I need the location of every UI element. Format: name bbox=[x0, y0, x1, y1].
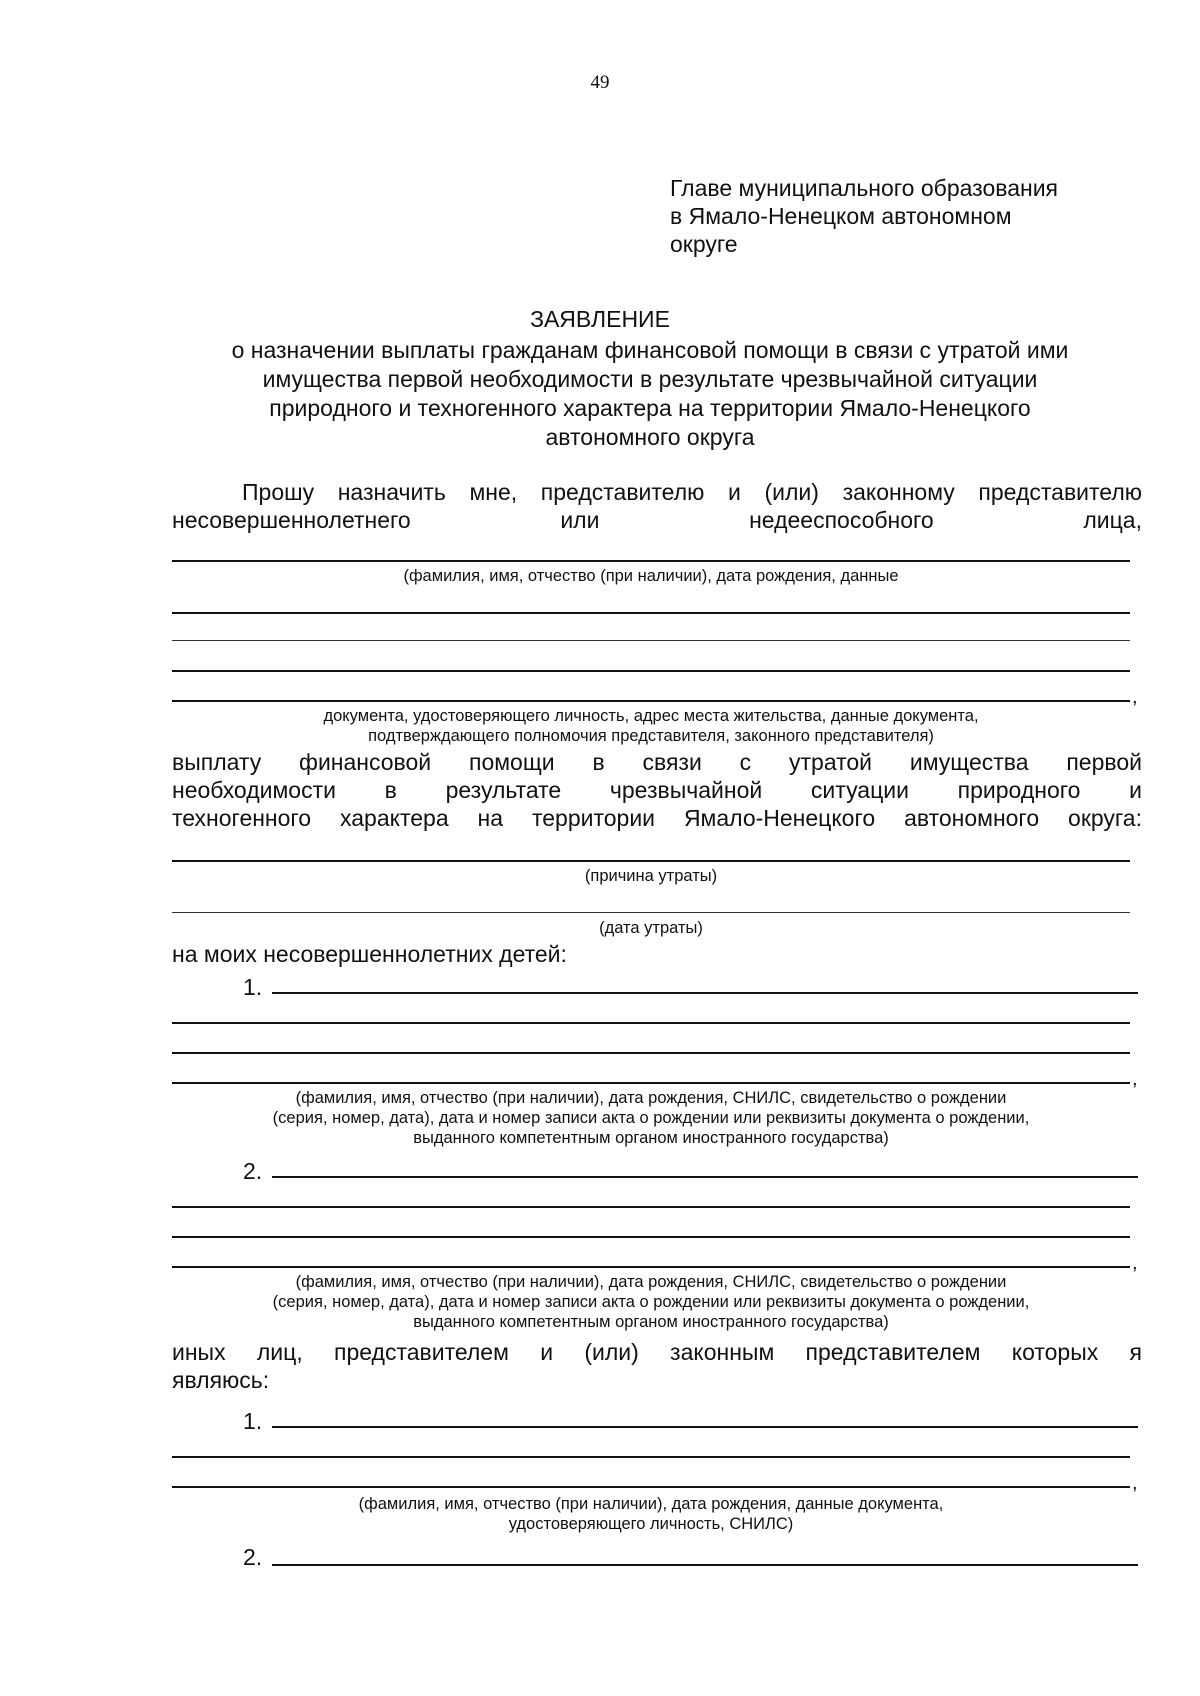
child-2-field[interactable] bbox=[272, 1176, 1138, 1178]
page-number: 49 bbox=[590, 72, 610, 93]
request-line: несовершеннолетнего или недееспособного лица, bbox=[172, 507, 1142, 533]
applicant-data-field[interactable] bbox=[172, 670, 1130, 672]
comma: , bbox=[1132, 1472, 1138, 1494]
payment-line: выплату финансовой помощи в связи с утратой имущества первой bbox=[172, 749, 1142, 775]
child-2-hint bbox=[172, 1272, 1130, 1332]
others-paragraph bbox=[172, 1338, 1142, 1394]
hint-line: удостоверяющего личность, СНИЛС) bbox=[508, 1515, 794, 1533]
children-heading: на моих несовершеннолетних детей: bbox=[172, 941, 567, 967]
subtitle-line: имущества первой необходимости в результате чрезвычайной ситуации bbox=[262, 366, 1038, 392]
other-1-hint bbox=[172, 1494, 1130, 1534]
hint-line: (фамилия, имя, отчество (при наличии), дата рождения, СНИЛС, свидетельство о рождении bbox=[295, 1273, 1007, 1291]
hint-line: (серия, номер, дата), дата и номер записи акта о рождении или реквизиты документа о рождении, bbox=[272, 1293, 1030, 1311]
loss-date-hint: (дата утраты) bbox=[599, 919, 703, 937]
child-1-number: 1. bbox=[243, 974, 263, 1000]
document-subtitle bbox=[170, 336, 1130, 452]
hint-line: выданного компетентным органом иностранного государства) bbox=[413, 1129, 889, 1147]
other-1-number: 1. bbox=[243, 1408, 263, 1434]
hint-line: выданного компетентным органом иностранного государства) bbox=[413, 1313, 889, 1331]
addressee-line: округе bbox=[670, 231, 738, 257]
hint-line: документа, удостоверяющего личность, адрес места жительства, данные документа, bbox=[323, 707, 979, 725]
request-line: Прошу назначить мне, представителю и (или) законному представителю bbox=[242, 479, 1142, 505]
applicant-data-field[interactable] bbox=[172, 700, 1130, 702]
subtitle-line: природного и техногенного характера на территории Ямало-Ненецкого bbox=[269, 395, 1031, 421]
child-2-number: 2. bbox=[243, 1158, 263, 1184]
subtitle-line: о назначении выплаты гражданам финансовой помощи в связи с утратой ими bbox=[231, 337, 1069, 363]
applicant-hint: (фамилия, имя, отчество (при наличии), дата рождения, данные bbox=[403, 567, 899, 585]
child-1-field[interactable] bbox=[172, 1082, 1130, 1084]
child-2-field[interactable] bbox=[172, 1266, 1130, 1268]
child-2-field[interactable] bbox=[172, 1206, 1130, 1208]
others-line: являюсь: bbox=[172, 1367, 270, 1393]
child-1-field[interactable] bbox=[172, 1052, 1130, 1054]
others-line: иных лиц, представителем и (или) законным представителем которых я bbox=[172, 1339, 1142, 1365]
other-1-field[interactable] bbox=[172, 1486, 1130, 1488]
other-2-field[interactable] bbox=[272, 1564, 1138, 1566]
payment-line: необходимости в результате чрезвычайной ситуации природного и bbox=[172, 777, 1142, 803]
child-1-hint bbox=[172, 1088, 1130, 1148]
applicant-data-field[interactable] bbox=[172, 640, 1130, 641]
other-1-field[interactable] bbox=[272, 1426, 1138, 1428]
comma: , bbox=[1132, 686, 1138, 708]
other-1-field[interactable] bbox=[172, 1456, 1130, 1458]
child-2-field[interactable] bbox=[172, 1236, 1130, 1238]
applicant-hint-details bbox=[172, 706, 1130, 746]
loss-reason-field[interactable] bbox=[172, 860, 1130, 862]
addressee-line: Главе муниципального образования bbox=[670, 175, 1058, 201]
comma: , bbox=[1132, 1252, 1138, 1274]
hint-line: (фамилия, имя, отчество (при наличии), дата рождения, данные документа, bbox=[358, 1495, 944, 1513]
hint-line: (фамилия, имя, отчество (при наличии), дата рождения, СНИЛС, свидетельство о рождении bbox=[295, 1089, 1007, 1107]
payment-line: техногенного характера на территории Ямало-Ненецкого автономного округа: bbox=[172, 805, 1142, 831]
hint-line: подтверждающего полномочия представителя, законного представителя) bbox=[368, 727, 934, 745]
subtitle-line: автономного округа bbox=[545, 424, 755, 450]
other-2-number: 2. bbox=[243, 1544, 263, 1570]
addressee-line: в Ямало-Ненецком автономном bbox=[670, 203, 1012, 229]
child-1-field[interactable] bbox=[172, 1022, 1130, 1024]
document-title: ЗАЯВЛЕНИЕ bbox=[530, 306, 670, 332]
request-paragraph bbox=[172, 478, 1142, 534]
applicant-data-field[interactable] bbox=[172, 612, 1130, 614]
comma: , bbox=[1132, 1068, 1138, 1090]
hint-line: (серия, номер, дата), дата и номер записи акта о рождении или реквизиты документа о рождении, bbox=[272, 1109, 1030, 1127]
payment-paragraph bbox=[172, 748, 1142, 832]
addressee-block bbox=[670, 174, 1140, 258]
applicant-data-field[interactable] bbox=[172, 560, 1130, 562]
loss-date-field[interactable] bbox=[172, 912, 1130, 913]
loss-reason-hint: (причина утраты) bbox=[584, 867, 718, 885]
child-1-field[interactable] bbox=[272, 992, 1138, 994]
